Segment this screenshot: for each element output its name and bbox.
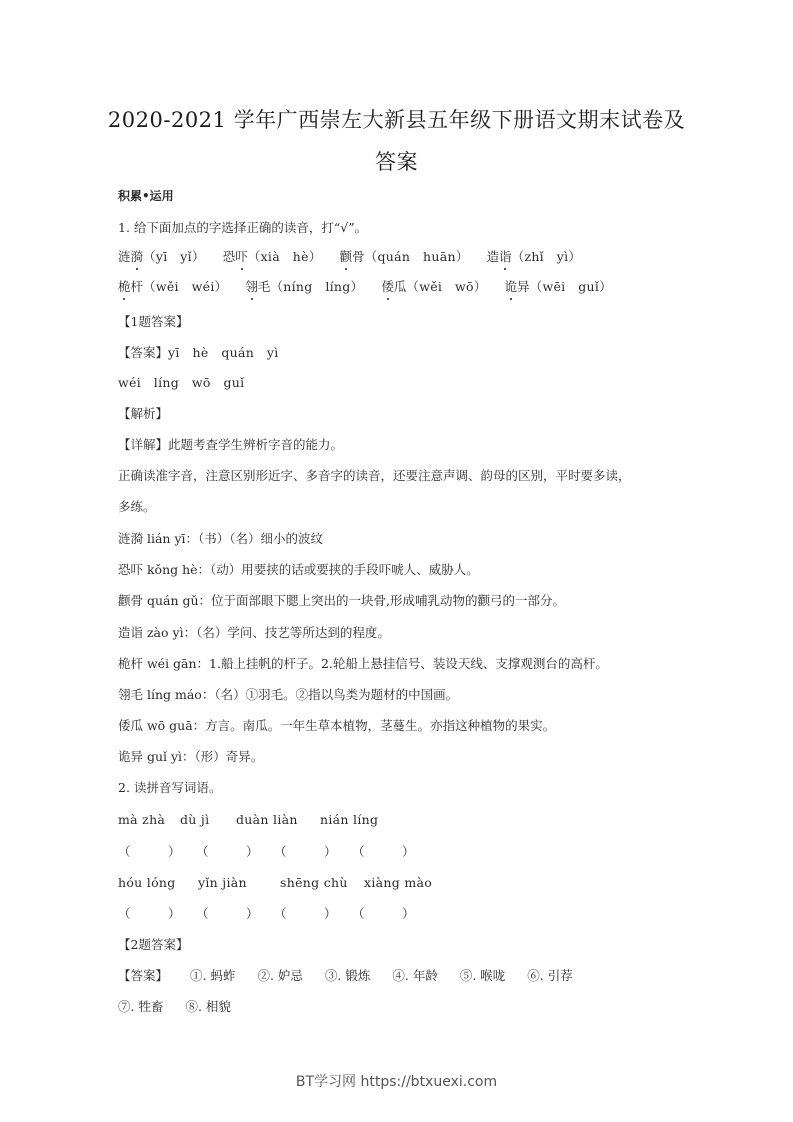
answer-blank[interactable]: （ ） [196,906,259,921]
document-title-line2: 答案 [375,150,418,174]
answer-blank[interactable]: （ ） [118,906,181,921]
pinyin-options: （yī yǐ） [143,249,205,264]
q1-detail [118,436,343,454]
q1-item [118,248,205,266]
definition-item: 诡异 guǐ yì：（形）奇异。 [118,749,264,764]
q2-answers-line1 [118,967,573,985]
pinyin-word: duàn liàn [236,812,298,827]
q1-item [381,278,486,296]
q2-answer-heading: 【2题答案】 [118,937,189,952]
pinyin-options: （zhǐ yì） [511,249,582,264]
q1-paragraph-line2: 多练。 [118,499,156,514]
q1-item [118,278,227,296]
dotted-char: 诡 [504,279,518,294]
q1-options-row2 [118,278,626,296]
answer-blank[interactable]: （ ） [118,844,181,859]
q1-item [340,248,469,266]
dotted-char: 翎 [245,279,258,294]
q1-options-row1 [118,248,595,266]
dotted-char: 漪 [130,249,144,264]
answer-label: 【答案】 [118,345,169,360]
answer-item: ⑥. 引荐 [527,968,573,983]
pinyin-options: （xià hè） [247,249,322,264]
q2-blanks-row2 [118,905,430,923]
answer-blank[interactable]: （ ） [196,844,259,859]
q1-paragraph-line1: 正确读准字音，注意区别形近字、多音字的读音，还要注意声调、韵母的区别，平时要多读， [118,468,631,483]
answer-pinyin: yī hè quán yì [168,345,279,360]
definition-item: 恐吓 kǒng hè：（动）用要挟的话或要挟的手段吓唬人、威胁人。 [118,562,479,577]
dotted-char: 颧 [339,249,353,264]
q1-answer-line2: wéi líng wō guǐ [118,375,245,390]
pinyin-options: （níng líng） [270,279,364,294]
definition-item: 桅杆 wéi gān：1.船上挂帆的杆子。2.轮船上悬挂信号、装设天线、支撑观测台的高杆。 [118,656,608,671]
pinyin-word: shēng chù [280,875,348,890]
pinyin-word: hóu lóng [118,875,176,890]
q2-prompt: 2. 读拼音写词语。 [118,780,222,795]
definition-item: 倭瓜 wō guā：方言。南瓜。一年生草本植物，茎蔓生。亦指这种植物的果实。 [118,718,556,733]
answer-blank[interactable]: （ ） [274,844,337,859]
word-part: 杆 [130,279,144,294]
q1-answer-line1 [118,344,279,362]
pinyin-options: （wěi wéi） [143,279,228,294]
definition-item: 翎毛 líng máo：（名）①羽毛。②指以鸟类为题材的中国画。 [118,687,459,702]
pinyin-options: （quán huān） [364,249,469,264]
pinyin-word: nián líng [320,812,379,827]
word-part: 涟 [118,249,131,264]
detail-label: 【详解】 [118,437,169,452]
section-heading: 积累•运用 [118,189,174,203]
footer-watermark: BT学习网 https://btxuexi.com [295,1074,498,1090]
definition-item: 涟漪 lián yī：（书）（名）细小的波纹 [118,531,324,546]
q2-pinyin-row1 [118,811,378,829]
answer-item: ⑦. 牲畜 [118,999,164,1014]
q1-item [245,278,363,296]
answer-item: ②. 妒忌 [257,968,303,983]
pinyin-options: （wēi guǐ） [529,279,613,294]
word-part: 瓜 [393,279,407,294]
q1-item [487,248,582,266]
answer-blank[interactable]: （ ） [352,906,415,921]
pinyin-word: yǐn jiàn [198,875,247,890]
word-part: 骨 [352,249,365,264]
word-part: 造 [486,249,500,264]
answer-item: ⑤. 喉咙 [459,968,506,983]
answer-label: 【答案】 [118,968,169,983]
definition-item: 颧骨 quán gǔ：位于面部眼下腮上突出的一块骨,形成哺乳动物的颧弓的一部分。 [118,593,566,608]
definition-item: 造诣 zào yì：（名）学问、技艺等所达到的程度。 [118,625,390,640]
answer-item: ①. 蚂蚱 [190,968,236,983]
dotted-char: 桅 [118,279,131,294]
pinyin-word: dù jì [180,812,210,827]
q1-analysis-heading: 【解析】 [118,406,169,421]
word-part: 异 [517,279,530,294]
dotted-char: 倭 [381,279,394,294]
pinyin-word: mà zhà [118,812,166,827]
document-title-line1: 2020-2021 学年广西崇左大新县五年级下册语文期末试卷及 [107,108,686,132]
dotted-char: 吓 [235,249,248,264]
pinyin-word: xiàng mào [364,875,433,890]
q1-prompt: 1. 给下面加点的字选择正确的读音，打“√”。 [118,220,368,235]
q1-answer-heading: 【1题答案】 [118,314,189,329]
word-part: 毛 [257,279,271,294]
q2-answers-line2 [118,998,253,1016]
dotted-char: 诣 [499,249,512,264]
answer-blank[interactable]: （ ） [274,906,337,921]
answer-item: ④. 年龄 [392,968,438,983]
q1-item [505,278,612,296]
q1-item [223,248,322,266]
answer-item: ③. 锻炼 [324,968,371,983]
answer-blank[interactable]: （ ） [352,844,415,859]
q2-pinyin-row2 [118,874,432,892]
detail-text: 此题考查学生辨析字音的能力。 [168,437,344,452]
answer-item: ⑧. 相貌 [185,999,231,1014]
word-part: 恐 [222,249,236,264]
pinyin-options: （wěi wō） [406,279,487,294]
q2-blanks-row1 [118,843,430,861]
